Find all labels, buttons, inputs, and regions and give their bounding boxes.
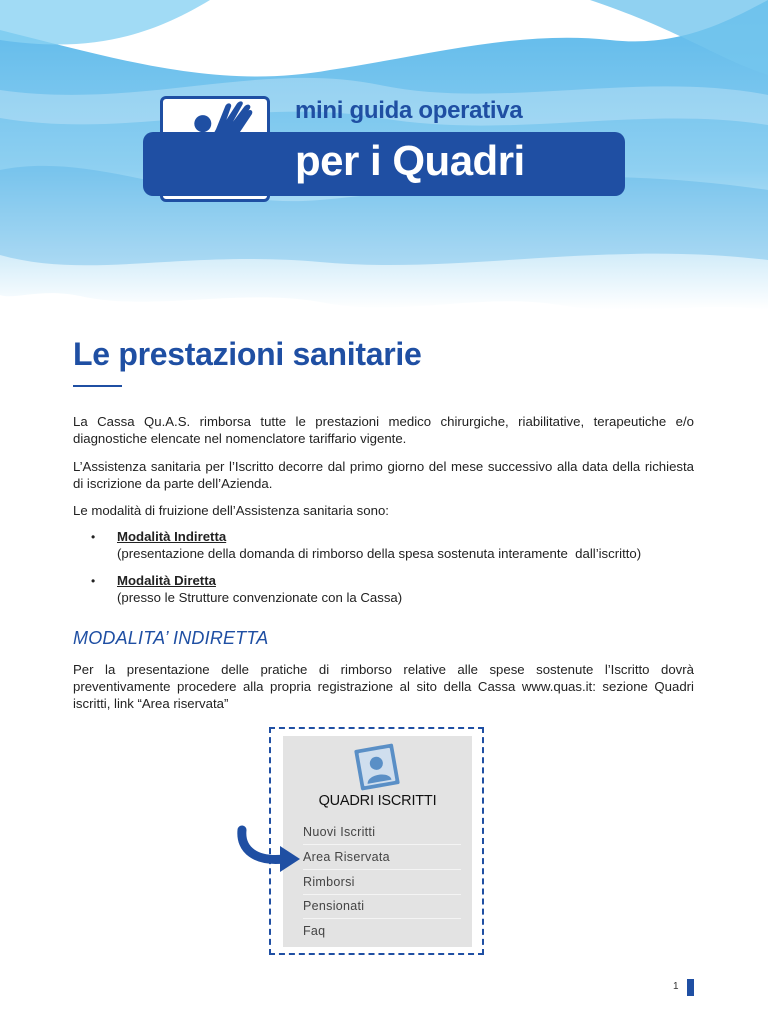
bullet-marker: • — [91, 574, 96, 588]
modality-diretta-desc: (presso le Strutture convenzionate con la Cassa) — [117, 590, 403, 605]
modality-diretta-title: Modalità Diretta — [117, 573, 216, 588]
page-heading: Le prestazioni sanitarie — [73, 336, 422, 372]
modality-indiretta-title: Modalità Indiretta — [117, 529, 227, 544]
menu-item-faq[interactable]: Faq — [303, 924, 326, 938]
quadri-iscritti-menu — [283, 736, 472, 947]
paragraph-modalities: Le modalità di fruizione dell’Assistenza sanitaria sono: — [73, 503, 389, 518]
title-bar — [143, 132, 625, 196]
user-card-icon — [349, 739, 405, 795]
page-marker — [687, 979, 694, 996]
section-paragraph: Per la presentazione delle pratiche di rimborso relative alle spese sostenute l’Iscritto dovrà preventivamente procedere alla propria registrazione al sito della Cassa www.quas.it: sezione Quadri iscritti, link “Area riservata” — [73, 662, 694, 711]
guide-title: per i Quadri — [295, 137, 525, 184]
section-heading: MODALITA’ INDIRETTA — [73, 628, 269, 648]
paragraph-coverage: L’Assistenza sanitaria per l’Iscritto decorre dal primo giorno del mese successivo alla data della richiesta di iscrizione da parte dell’Azienda. — [73, 459, 694, 491]
paragraph-intro: La Cassa Qu.A.S. rimborsa tutte le prestazioni medico chirurgiche, riabilitative, terapeutiche e/o diagnostiche elencate nel nomenclatore tariffario vigente. — [73, 414, 694, 446]
menu-item-nuovi-iscritti[interactable]: Nuovi Iscritti — [303, 820, 461, 845]
heading-underline — [73, 385, 122, 387]
menu-title: QUADRI ISCRITTI — [318, 793, 437, 809]
page-number: 1 — [673, 981, 679, 992]
pointer-arrow-icon — [232, 822, 302, 882]
bullet-marker: • — [91, 530, 96, 544]
menu-item-rimborsi[interactable]: Rimborsi — [303, 870, 461, 895]
menu-item-pensionati[interactable]: Pensionati — [303, 894, 461, 919]
menu-item-area-riservata[interactable]: Area Riservata — [303, 845, 461, 870]
modality-indiretta-desc: (presentazione della domanda di rimborso della spesa sostenuta interamente dall’iscritto) — [117, 546, 642, 561]
guide-subtitle: mini guida operativa — [295, 97, 523, 124]
